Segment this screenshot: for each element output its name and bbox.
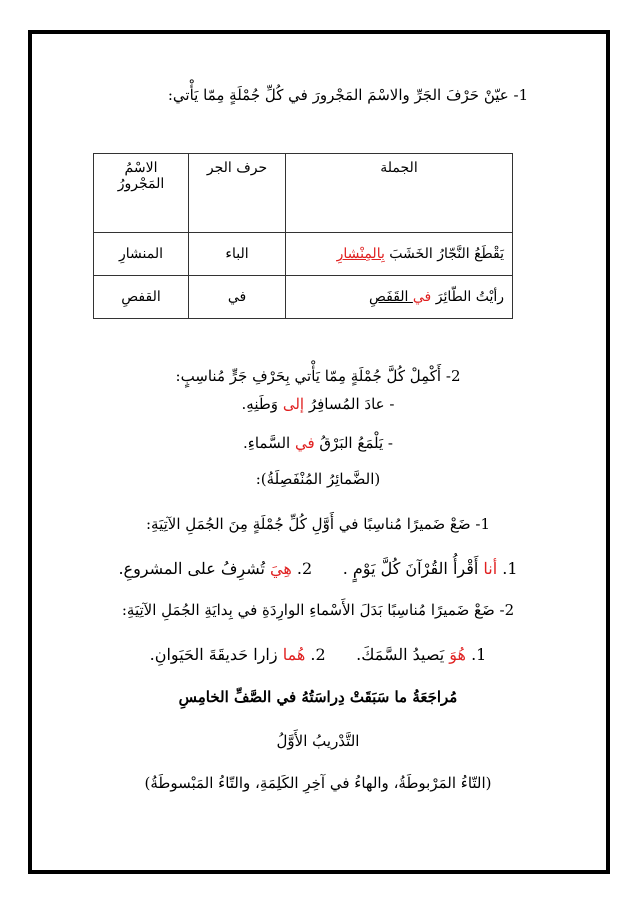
q2-title: 2- أَكْمِلْ كُلَّ جُمْلَةٍ مِمّا يَأْتي بِحَرْفِ جَرٍّ مُناسِبٍ: bbox=[175, 367, 461, 385]
ex2-num-1: 1. bbox=[471, 645, 487, 664]
ex1-num-1: 1. bbox=[502, 559, 518, 578]
row1-answer: بِالمِنْشارِ bbox=[336, 246, 385, 262]
q2-line1 bbox=[40, 395, 596, 413]
q2-line1-text: - عادَ المُسافِرُ bbox=[304, 395, 395, 413]
review-title: مُراجَعَةُ ما سَبَقَتْ دِراسَتُهُ في الصَّفِّ الخامِسِ bbox=[178, 688, 458, 706]
row1-harf: الباء bbox=[189, 233, 286, 276]
q2-line2 bbox=[40, 434, 596, 452]
pronouns-ex2-title: 2- ضَعْ ضَميرًا مُناسِبًا بَدَلَ الأَسْماءِ الوارِدَةِ في بِدايَةِ الجُمَلِ الآتِيَةِ: bbox=[121, 601, 515, 619]
ex2-text-1: يَصيدُ السَّمَكَ. bbox=[356, 645, 450, 664]
header-sentence: الجملة bbox=[286, 154, 513, 233]
header-majrur: الاسْمُ المَجْرورُ bbox=[94, 154, 189, 233]
row2-sentence bbox=[286, 276, 513, 319]
pronouns-ex2-answers bbox=[40, 645, 596, 664]
table-row bbox=[94, 276, 513, 319]
ex1-answer-1: أنا bbox=[483, 559, 498, 578]
answer-table bbox=[93, 153, 513, 319]
row2-majrur-word: القَفَصِ bbox=[368, 289, 413, 305]
row2-answer: في bbox=[412, 289, 432, 305]
q2-line2-text: - يَلْمَعُ البَرْقُ bbox=[314, 434, 393, 452]
row2-harf: في bbox=[189, 276, 286, 319]
header-harf: حرف الجر bbox=[189, 154, 286, 233]
ex2-answer-2: هُما bbox=[282, 645, 306, 664]
ex2-answer-1: هُوَ bbox=[449, 645, 466, 664]
ex2-num-2: 2. bbox=[310, 645, 326, 664]
ex1-answer-2: هِيَ bbox=[270, 559, 292, 578]
q2-line2-end: السَّماءِ. bbox=[243, 434, 295, 452]
row1-majrur: المنشارِ bbox=[94, 233, 189, 276]
row1-sentence bbox=[286, 233, 513, 276]
row2-sentence-text: رأيْتُ الطّائِرَ bbox=[431, 289, 504, 305]
ex2-text-2: زارا حَديقَةَ الحَيَوانِ. bbox=[149, 645, 283, 664]
review-exercise: التَّدْريبُ الأَوَّلُ bbox=[276, 732, 360, 750]
row1-sentence-text: يَقْطَعُ النَّجّارُ الخَشَبَ bbox=[384, 246, 504, 262]
row2-majrur: القفصِ bbox=[94, 276, 189, 319]
q2-line2-answer: في bbox=[294, 434, 315, 452]
pronouns-heading: (الضَّمائِرُ المُنْفَصِلَةُ): bbox=[255, 470, 381, 488]
table-row bbox=[94, 233, 513, 276]
pronouns-ex1-title: 1- ضَعْ ضَميرًا مُناسِبًا في أَوَّلِ كُلِّ جُمْلَةٍ مِنَ الجُمَلِ الآتِيَةِ: bbox=[145, 515, 491, 533]
ex1-num-2: 2. bbox=[296, 559, 313, 578]
table-header-row bbox=[94, 154, 513, 233]
review-topic: (التّاءُ المَرْبوطَةُ، والهاءُ في آخِرِ الكَلِمَةِ، والتّاءُ المَبْسوطَةُ) bbox=[144, 774, 492, 792]
ex1-text-1: أَقْرأُ القُرْآنَ كُلَّ يَوْمٍ . bbox=[342, 559, 484, 578]
q2-line1-answer: إلى bbox=[282, 395, 305, 413]
q1-title: 1- عيّنْ حَرْفَ الجَرِّ والاسْمَ المَجْرورَ في كُلِّ جُمْلَةٍ مِمّا يَأْتي: bbox=[167, 86, 529, 104]
pronouns-ex1-answers bbox=[40, 559, 596, 578]
ex1-text-2: تُشرِفُ على المشروعِ. bbox=[118, 559, 271, 578]
q2-line1-end: وَطَنِهِ. bbox=[241, 395, 283, 413]
